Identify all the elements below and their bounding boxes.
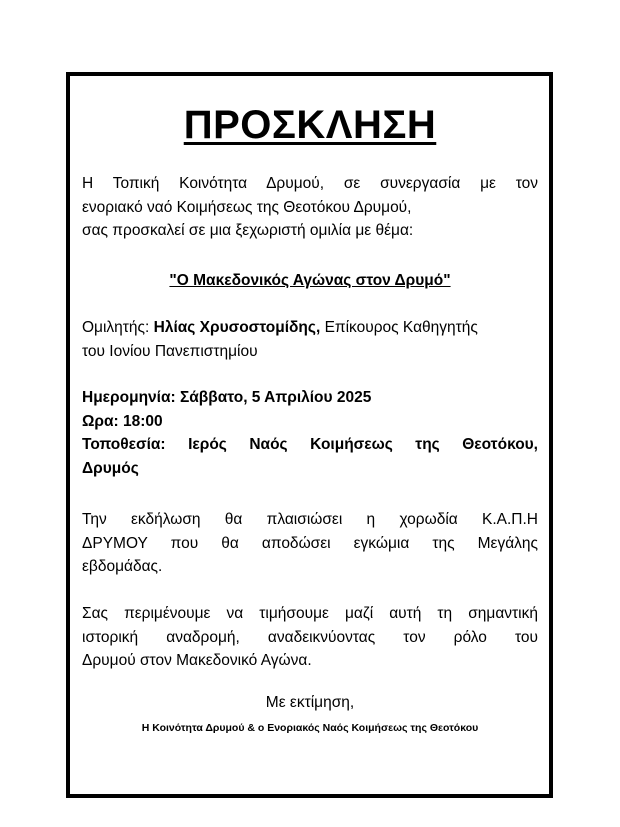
speaker-affiliation: του Ιονίου Πανεπιστημίου [82,342,258,360]
invitation-title: ΠΡΟΣΚΛΗΣΗ [183,103,437,147]
intro-line: σας προσκαλεί σε μια ξεχωριστή ομιλία με θέμα: [82,222,414,239]
closing-line: Σας περιμένουμε να τιμήσουμε μαζί αυτή τη σημαντική [82,605,538,622]
choir-line: εβδομάδας. [82,558,163,575]
closing-paragraph [82,602,538,673]
event-location: Τοποθεσία: Ιερός Ναός Κοιμήσεως της Θεοτόκου, [82,436,538,453]
speaker-name: Ηλίας Χρυσοστομίδης, [153,319,321,336]
lecture-topic [82,269,538,293]
intro-line: Η Τοπική Κοινότητα Δρυμού, σε συνεργασία με τον [82,175,538,192]
choir-paragraph [82,508,538,579]
event-time: Ωρα: 18:00 [82,412,163,430]
intro-paragraph [82,172,538,243]
speaker-paragraph [82,316,538,363]
signoff-signature: Η Κοινότητα Δρυμού & ο Ενοριακός Ναός Κοιμήσεως της Θεοτόκου [141,722,479,734]
speaker-label: Ομιλητής: [82,319,154,336]
speaker-line [82,316,538,340]
event-details [82,386,538,480]
intro-line: ενοριακό ναό Κοιμήσεως της Θεοτόκου Δρυμού, [82,198,412,216]
choir-line: ΔΡΥΜΟΥ που θα αποδώσει εγκώμια της Μεγάλης [82,534,538,552]
event-location-cont: Δρυμός [82,459,139,477]
topic-text: "Ο Μακεδονικός Αγώνας στον Δρυμό" [169,272,451,289]
closing-line: ιστορική αναδρομή, αναδεικνύοντας τον ρόλο του [82,628,538,646]
speaker-role: Επίκουρος Καθηγητής [320,319,478,336]
choir-line: Την εκδήλωση θα πλαισιώσει η χορωδία Κ.Α.Π.Η [82,511,538,528]
event-date: Ημερομηνία: Σάββατο, 5 Απριλίου 2025 [82,389,372,406]
closing-line: Δρυμού στον Μακεδονικό Αγώνα. [82,652,312,669]
signoff-greeting: Με εκτίμηση, [265,694,355,711]
